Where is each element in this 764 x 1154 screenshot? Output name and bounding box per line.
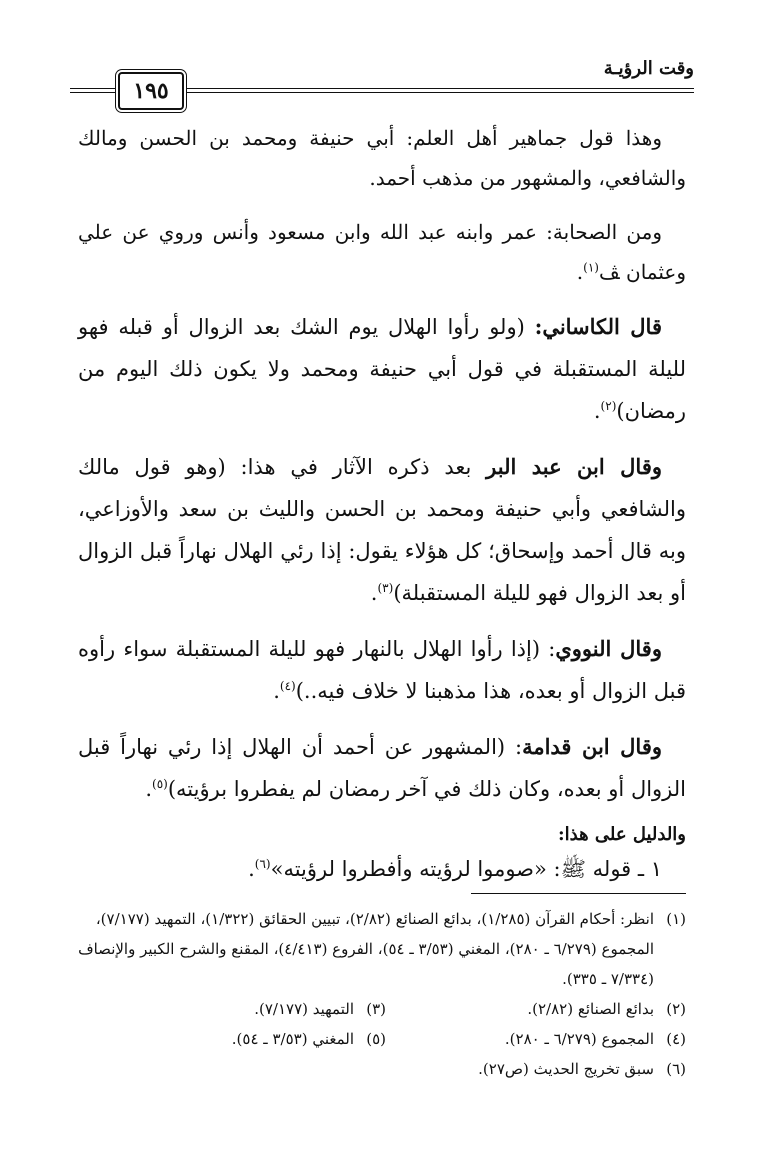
header-rule-short xyxy=(70,88,110,93)
paragraph-6-text: : (المشهور عن أحمد أن الهلال إذا رئي نهاراً قبل الزوال أو بعده، وكان ذلك في آخر رمضان لم يفطروا برؤيته) xyxy=(78,735,686,801)
footnote-number: (١) xyxy=(666,910,686,928)
footnote-ref-2: (٢) xyxy=(600,399,617,413)
speaker-nawawi: النووي xyxy=(555,636,612,661)
hadith-line: ١ ـ قوله ﷺ: «صوموا لرؤيته وأفطروا لرؤيته»$^{(٦)}$. xyxy=(248,857,662,881)
footnotes xyxy=(78,904,686,1084)
footnote-row-2-3 xyxy=(78,994,686,1024)
footnote-text: سبق تخريج الحديث (ص٢٧). xyxy=(478,1060,654,1078)
paragraph-1: وهذا قول جماهير أهل العلم: أبي حنيفة ومحمد بن الحسن ومالك والشافعي، والمشهور من مذهب أحمد. xyxy=(78,126,686,190)
footnote-text: المغني (٣/٥٣ ـ ٥٤). xyxy=(231,1030,354,1048)
speaker-ibn-abd-albarr: ابن عبد البر xyxy=(486,454,605,479)
footnote-text: المجموع (٦/٢٧٩ ـ ٢٨٠). xyxy=(504,1030,654,1048)
footnote-number: (٤) xyxy=(666,1030,686,1048)
footnote-text: انظر: أحكام القرآن (١/٢٨٥)، بدائع الصنائع (٢/٨٢)، تبيين الحقائق (١/٣٢٢)، التمهيد (٧/١٧٧)، المجموع (٦/٢٧٩ ـ ٢٨٠)، المغني (٣/٥٣ ـ ٥٤)، الفروع (٤/٤١٣)، المقنع والشرح الكبير والإنصاف (٧/٣٣٤ ـ ٣٣٥). xyxy=(78,910,654,988)
speaker-kasani: قال الكاساني: xyxy=(534,314,662,339)
speaker-lead: وقال xyxy=(611,636,662,661)
paragraph-5: وقال النووي: (إذا رأوا الهلال بالنهار فهو لليلة المستقبلة سواء رأوه قبل الزوال أو بعده، هذا مذهبنا لا خلاف فيه..)$^{(٤)}$. xyxy=(78,636,686,703)
footnote-number: (٥) xyxy=(366,1030,386,1048)
page-header xyxy=(70,58,694,108)
paragraph-2-text: ومن الصحابة: عمر وابنه عبد الله وابن مسعود وأنس وروي عن علي وعثمان ﭫ xyxy=(78,220,686,284)
speaker-ibn-qudama: ابن قدامة xyxy=(522,734,610,759)
footnote-number: (٣) xyxy=(366,1000,386,1018)
main-text xyxy=(78,118,686,889)
footnote-text: التمهيد (٧/١٧٧). xyxy=(254,1000,354,1018)
footnote-row-4-5 xyxy=(78,1024,686,1054)
footnote-6 xyxy=(78,1054,686,1084)
paragraph-4: وقال ابن عبد البر بعد ذكره الآثار في هذا: (وهو قول مالك والشافعي وأبي حنيفة ومحمد بن الحسن والليث بن سعد والأوزاعي، وبه قال أحمد وإسحاق؛ كل هؤلاء يقول: إذا رئي الهلال نهاراً قبل الزوال أو بعد الزوال فهو لليلة المستقبلة)$^{(٣)}$. xyxy=(78,454,686,605)
footnote-separator xyxy=(471,893,686,894)
paragraph-6: وقال ابن قدامة: (المشهور عن أحمد أن الهلال إذا رئي نهاراً قبل الزوال أو بعده، وكان ذلك في آخر رمضان لم يفطروا برؤيته)$^{(٥)}$. xyxy=(78,734,686,801)
paragraph-4-text: بعد ذكره الآثار في هذا: (وهو قول مالك والشافعي وأبي حنيفة ومحمد بن الحسن والليث بن سعد والأوزاعي، وبه قال أحمد وإسحاق؛ كل هؤلاء يقول: إذا رئي الهلال نهاراً قبل الزوال أو بعد الزوال فهو لليلة المستقبلة) xyxy=(78,455,686,605)
footnote-1 xyxy=(78,904,686,994)
footnote-4 xyxy=(386,1024,686,1054)
footnote-ref-5: (٥) xyxy=(152,777,168,791)
footnote-3 xyxy=(86,994,386,1024)
paragraph-3-text: (ولو رأوا الهلال يوم الشك بعد الزوال أو قبله فهو لليلة المستقبلة في قول أبي حنيفة ومحمد ولا يكون ذلك اليوم من رمضان) xyxy=(78,315,686,423)
footnote-ref-1: (١) xyxy=(583,260,599,275)
footnote-number: (٢) xyxy=(666,1000,686,1018)
footnote-number: (٦) xyxy=(666,1060,686,1078)
footnote-ref-3: (٣) xyxy=(377,581,394,595)
footnote-ref-6: (٦) xyxy=(254,857,271,871)
footnote-ref-4: (٤) xyxy=(279,679,296,693)
paragraph-5-text: : (إذا رأوا الهلال بالنهار فهو لليلة المستقبلة سواء رأوه قبل الزوال أو بعده، هذا مذهبنا لا خلاف فيه..) xyxy=(78,637,686,703)
paragraph-3: قال الكاساني: (ولو رأوا الهلال يوم الشك بعد الزوال أو قبله فهو لليلة المستقبلة في قول أبي حنيفة ومحمد ولا يكون ذلك اليوم من رمضان)$^{(٢)}$. xyxy=(78,314,686,423)
running-title: وقت الرؤيـة xyxy=(603,58,694,79)
speaker-lead: وقال xyxy=(604,454,662,479)
page-number: ١٩٥ xyxy=(118,72,184,110)
hadith-text: ١ ـ قوله ﷺ: «صوموا لرؤيته وأفطروا لرؤيته» xyxy=(270,857,662,881)
footnote-text: بدائع الصنائع (٢/٨٢). xyxy=(527,1000,654,1018)
paragraph-2: ومن الصحابة: عمر وابنه عبد الله وابن مسعود وأنس وروي عن علي وعثمان ﭫ$^{(١)}$. xyxy=(78,220,686,284)
footnote-5 xyxy=(86,1024,386,1054)
speaker-lead: وقال xyxy=(609,734,663,759)
section-heading: والدليل على هذا: xyxy=(558,824,686,845)
footnote-2 xyxy=(386,994,686,1024)
